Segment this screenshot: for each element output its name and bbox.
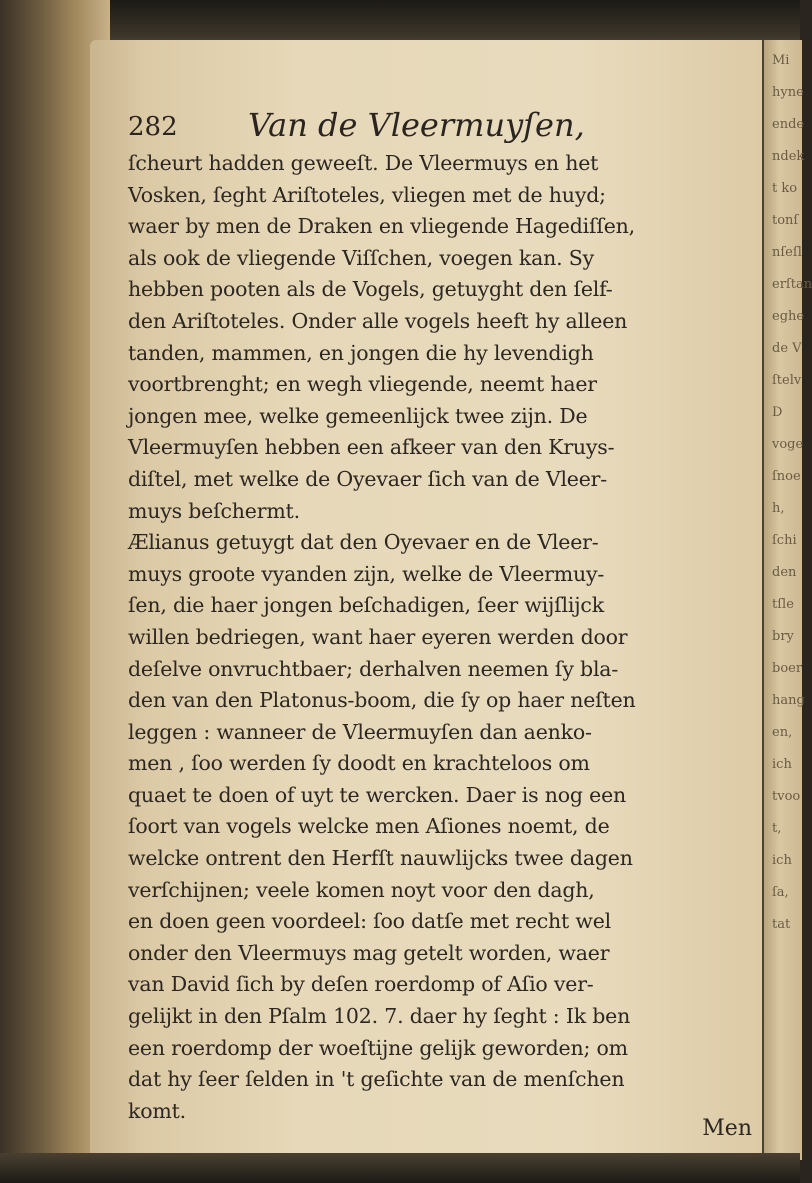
facing-page-text: bry: [772, 629, 794, 644]
facing-page-fragment: [762, 40, 812, 1160]
facing-page-text: erſtan: [772, 277, 812, 292]
catchword: Men: [702, 1116, 752, 1141]
running-title: Van de Vleermuyſen,: [248, 106, 585, 144]
text-line: muys beſchermt.: [128, 498, 300, 523]
text-line: Vleermuyſen hebben een afkeer van den Kruys-: [128, 435, 615, 460]
facing-page-text: ende: [772, 117, 805, 132]
text-line: als ook de vliegende Viſſchen, voegen kan. Sy: [128, 245, 595, 270]
text-line: muys groote vyanden zijn, welke de Vleermuy-: [128, 561, 605, 586]
text-line: waer by men de Draken en vliegende Hagediſſen,: [128, 214, 635, 239]
facing-page-text: voge: [772, 437, 804, 452]
facing-page-text: D: [772, 405, 783, 420]
text-line: welcke ontrent den Herfſt nauwlijcks twee dagen: [128, 846, 633, 871]
facing-page-text: ndek: [772, 149, 805, 164]
text-line: den van den Platonus-boom, die ſy op haer neſten: [128, 688, 636, 713]
text-line: Ælianus getuygt dat den Oyevaer en de Vleer-: [128, 530, 599, 555]
text-line: komt.: [128, 1098, 186, 1123]
facing-page-text: t,: [772, 821, 782, 836]
facing-page-text: Mi: [772, 53, 790, 68]
text-line: ſen, die haer jongen beſchadigen, ſeer wijſlijck: [128, 593, 604, 618]
facing-page-text: ich: [772, 757, 792, 772]
text-line: voortbrenght; en wegh vliegende, neemt haer: [128, 372, 597, 397]
facing-page-text: de V: [772, 341, 802, 356]
text-line: onder den Vleermuys mag getelt worden, waer: [128, 940, 610, 965]
text-line: jongen mee, welke gemeenlijck twee zijn. De: [128, 403, 588, 428]
page-number: 282: [128, 112, 178, 142]
text-line: ſoort van vogels welcke men Aſiones noemt, de: [128, 814, 610, 839]
facing-page-text: boer: [772, 661, 803, 676]
body-text: [128, 148, 760, 1127]
text-line: Vosken, ſeght Ariſtoteles, vliegen met de huyd;: [128, 182, 606, 207]
text-line: een roerdomp der woeſtijne gelijk geworden; om: [128, 1035, 628, 1060]
facing-page-text: den: [772, 565, 797, 580]
book-bottom-edge: [0, 1153, 800, 1183]
text-line: dat hy ſeer ſelden in 't geſichte van de menſchen: [128, 1067, 625, 1092]
text-line: deſelve onvruchtbaer; derhalven neemen ſy bla-: [128, 656, 619, 681]
text-line: gelijkt in den Pſalm 102. 7. daer hy ſeght : Ik ben: [128, 1004, 631, 1029]
text-line: van David ſich by deſen roerdomp of Aſio ver-: [128, 972, 594, 997]
text-line: men , ſoo werden ſy doodt en krachteloos om: [128, 751, 590, 776]
text-line: den Ariſtoteles. Onder alle vogels heeft hy alleen: [128, 308, 628, 333]
facing-page-text: tat: [772, 917, 791, 932]
facing-page-text: hyne: [772, 85, 804, 100]
facing-page-text: tvoo: [772, 789, 801, 804]
facing-page-text: nſeſl: [772, 245, 802, 260]
facing-page-text: h,: [772, 501, 785, 516]
text-line: diſtel, met welke de Oyevaer ſich van de Vleer-: [128, 466, 607, 491]
page-header: [128, 104, 728, 148]
facing-page-text: ſnoe: [772, 469, 801, 484]
text-line: hebben pooten als de Vogels, getuyght den ſelf-: [128, 277, 613, 302]
facing-page-text: ſchi: [772, 533, 797, 548]
facing-page-text: ſa,: [772, 885, 789, 900]
facing-page-text: eghe: [772, 309, 805, 324]
facing-page-text: ſtelv: [772, 373, 802, 388]
facing-page-text: t ko: [772, 181, 798, 196]
text-line: en doen geen voordeel: ſoo datſe met recht wel: [128, 909, 612, 934]
text-line: leggen : wanneer de Vleermuyſen dan aenko-: [128, 719, 592, 744]
facing-page-text: hang: [772, 693, 805, 708]
facing-page-text: tſle: [772, 597, 794, 612]
facing-page-text: tonſ: [772, 213, 799, 228]
text-line: quaet te doen of uyt te wercken. Daer is nog een: [128, 782, 627, 807]
facing-page-text: ich: [772, 853, 792, 868]
text-line: verſchijnen; veele komen noyt voor den dagh,: [128, 877, 595, 902]
text-line: willen bedriegen, want haer eyeren werden door: [128, 624, 628, 649]
text-line: tanden, mammen, en jongen die hy levendigh: [128, 340, 594, 365]
facing-page-text: en,: [772, 725, 793, 740]
text-line: ſcheurt hadden geweeſt. De Vleermuys en het: [128, 151, 599, 175]
